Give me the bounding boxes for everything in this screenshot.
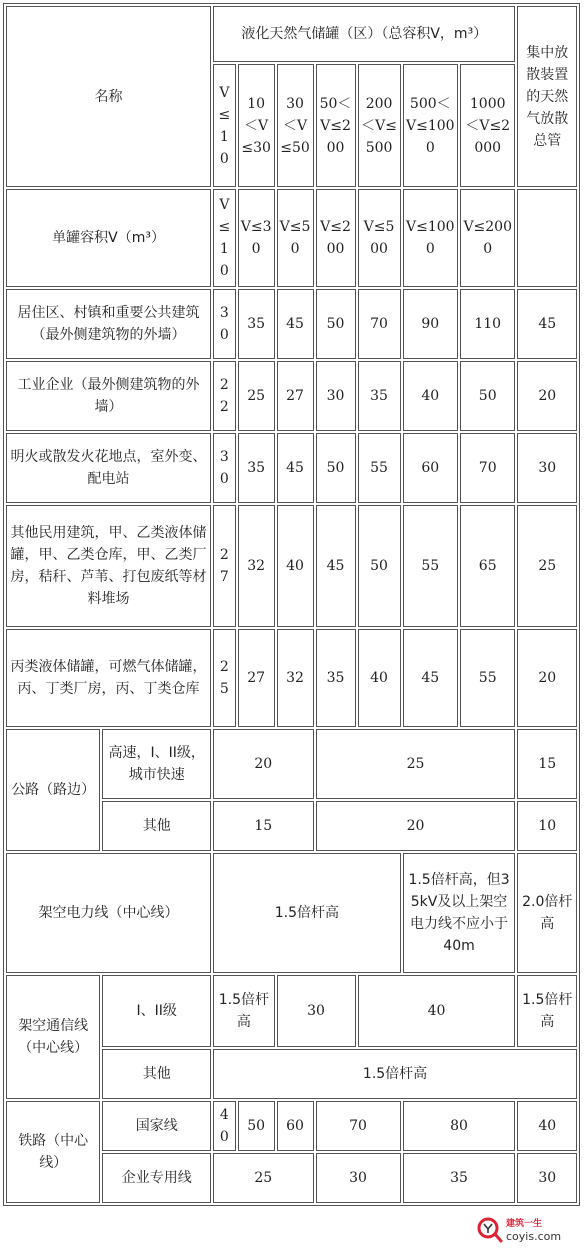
cell: 55 — [403, 505, 458, 627]
cell: 40 — [213, 1101, 236, 1151]
single-col: V≤500 — [358, 189, 401, 287]
single-col: V≤1000 — [403, 189, 458, 287]
cell: 1.5倍杆高 — [213, 975, 274, 1047]
power-line-row — [6, 853, 577, 973]
col-header: 1000＜V≤2000 — [460, 64, 515, 187]
cell: 45 — [403, 629, 458, 727]
table-row — [6, 629, 577, 727]
table-row — [6, 433, 577, 503]
cell: 35 — [316, 629, 356, 727]
comm-label: 架空通信线（中心线） — [6, 975, 100, 1099]
header-row-1 — [6, 6, 577, 62]
cell: 55 — [460, 629, 515, 727]
cell: 25 — [213, 629, 236, 727]
watermark-brand: 建筑一生 — [506, 1219, 543, 1229]
cell: 30 — [316, 1153, 401, 1203]
site-watermark — [476, 1214, 580, 1250]
row-label: 明火或散发火花地点，室外变、配电站 — [6, 433, 211, 503]
single-tank-label: 单罐容积V（m³） — [6, 189, 211, 287]
cell: 70 — [460, 433, 515, 503]
cell: 50 — [238, 1101, 275, 1151]
table-row — [6, 505, 577, 627]
power-label: 架空电力线（中心线） — [6, 853, 211, 973]
table-row — [6, 289, 577, 359]
cell: 32 — [238, 505, 275, 627]
single-col: V≤50 — [277, 189, 314, 287]
road-label: 公路（路边） — [6, 729, 100, 851]
single-tank-row — [6, 189, 577, 287]
cell: 90 — [403, 289, 458, 359]
cell: 25 — [213, 1153, 313, 1203]
comm-row-major — [6, 975, 577, 1047]
cell: 45 — [277, 433, 314, 503]
cell: 1.5倍杆高，但35kV及以上架空电力线不应小于40m — [403, 853, 516, 973]
single-col-empty — [517, 189, 577, 287]
cell: 30 — [517, 1153, 577, 1203]
col-header: 30＜V≤50 — [277, 64, 314, 187]
cell: 22 — [213, 361, 236, 431]
cell: 25 — [517, 505, 577, 627]
row-label: 工业企业（最外侧建筑物的外墙） — [6, 361, 211, 431]
cell: 50 — [316, 433, 356, 503]
rail-row-national — [6, 1101, 577, 1151]
cell: 1.5倍杆高 — [517, 975, 577, 1047]
comm-sub-label: I、II级 — [102, 975, 211, 1047]
cell: 27 — [238, 629, 275, 727]
cell: 35 — [238, 289, 275, 359]
cell: 20 — [213, 729, 313, 799]
col-header: 10＜V≤30 — [238, 64, 275, 187]
cell: 30 — [517, 433, 577, 503]
row-label: 居住区、村镇和重要公共建筑（最外侧建筑物的外墙） — [6, 289, 211, 359]
cell: 20 — [517, 361, 577, 431]
cell: 50 — [358, 505, 401, 627]
cell: 32 — [277, 629, 314, 727]
col-header: 500＜V≤1000 — [403, 64, 458, 187]
cell: 45 — [517, 289, 577, 359]
road-sub-label: 高速，I、II级，城市快速 — [102, 729, 211, 799]
cell: 27 — [213, 505, 236, 627]
cell: 45 — [316, 505, 356, 627]
col-header: 200＜V≤500 — [358, 64, 401, 187]
comm-sub-label: 其他 — [102, 1049, 211, 1099]
cell: 110 — [460, 289, 515, 359]
site-logo-icon — [476, 1216, 504, 1244]
cell: 27 — [277, 361, 314, 431]
cell: 40 — [358, 975, 516, 1047]
cell: 40 — [403, 361, 458, 431]
cell: 1.5倍杆高 — [213, 1049, 577, 1099]
cell: 50 — [316, 289, 356, 359]
col-header: V≤10 — [213, 64, 236, 187]
cell: 35 — [403, 1153, 516, 1203]
cell: 2.0倍杆高 — [517, 853, 577, 973]
cell: 20 — [316, 801, 516, 851]
cell: 20 — [517, 629, 577, 727]
cell: 30 — [213, 289, 236, 359]
cell: 70 — [358, 289, 401, 359]
cell: 15 — [517, 729, 577, 799]
cell: 40 — [517, 1101, 577, 1151]
cell: 10 — [517, 801, 577, 851]
cell: 40 — [277, 505, 314, 627]
group-header: 液化天然气储罐（区）（总容积V，m³） — [213, 6, 515, 62]
row-label: 其他民用建筑，甲、乙类液体储罐，甲、乙类仓库，甲、乙类厂房，秸秆、芦苇、打包废纸等材料堆场 — [6, 505, 211, 627]
cell: 35 — [358, 361, 401, 431]
table-row — [6, 361, 577, 431]
cell: 25 — [316, 729, 516, 799]
cell: 45 — [277, 289, 314, 359]
rail-label: 铁路（中心线） — [6, 1101, 100, 1203]
cell: 80 — [403, 1101, 516, 1151]
cell: 40 — [358, 629, 401, 727]
vent-header: 集中放散装置的天然气放散总管 — [517, 6, 577, 187]
single-col: V≤30 — [238, 189, 275, 287]
rail-sub-label: 国家线 — [102, 1101, 211, 1151]
road-row-highway — [6, 729, 577, 799]
cell: 65 — [460, 505, 515, 627]
cell: 50 — [460, 361, 515, 431]
single-col: V≤200 — [316, 189, 356, 287]
cell: 60 — [403, 433, 458, 503]
cell: 1.5倍杆高 — [213, 853, 400, 973]
road-sub-label: 其他 — [102, 801, 211, 851]
cell: 30 — [277, 975, 356, 1047]
name-header: 名称 — [6, 6, 211, 187]
cell: 15 — [213, 801, 313, 851]
rail-sub-label: 企业专用线 — [102, 1153, 211, 1203]
lng-distance-table — [3, 3, 580, 1206]
cell: 25 — [238, 361, 275, 431]
cell: 55 — [358, 433, 401, 503]
single-col: V≤2000 — [460, 189, 515, 287]
cell: 30 — [213, 433, 236, 503]
cell: 35 — [238, 433, 275, 503]
cell: 60 — [277, 1101, 314, 1151]
cell: 30 — [316, 361, 356, 431]
col-header: 50＜V≤200 — [316, 64, 356, 187]
watermark-url: coyis.com — [506, 1230, 562, 1243]
row-label: 丙类液体储罐，可燃气体储罐，丙、丁类厂房，丙、丁类仓库 — [6, 629, 211, 727]
single-col: V≤10 — [213, 189, 236, 287]
cell: 70 — [316, 1101, 401, 1151]
